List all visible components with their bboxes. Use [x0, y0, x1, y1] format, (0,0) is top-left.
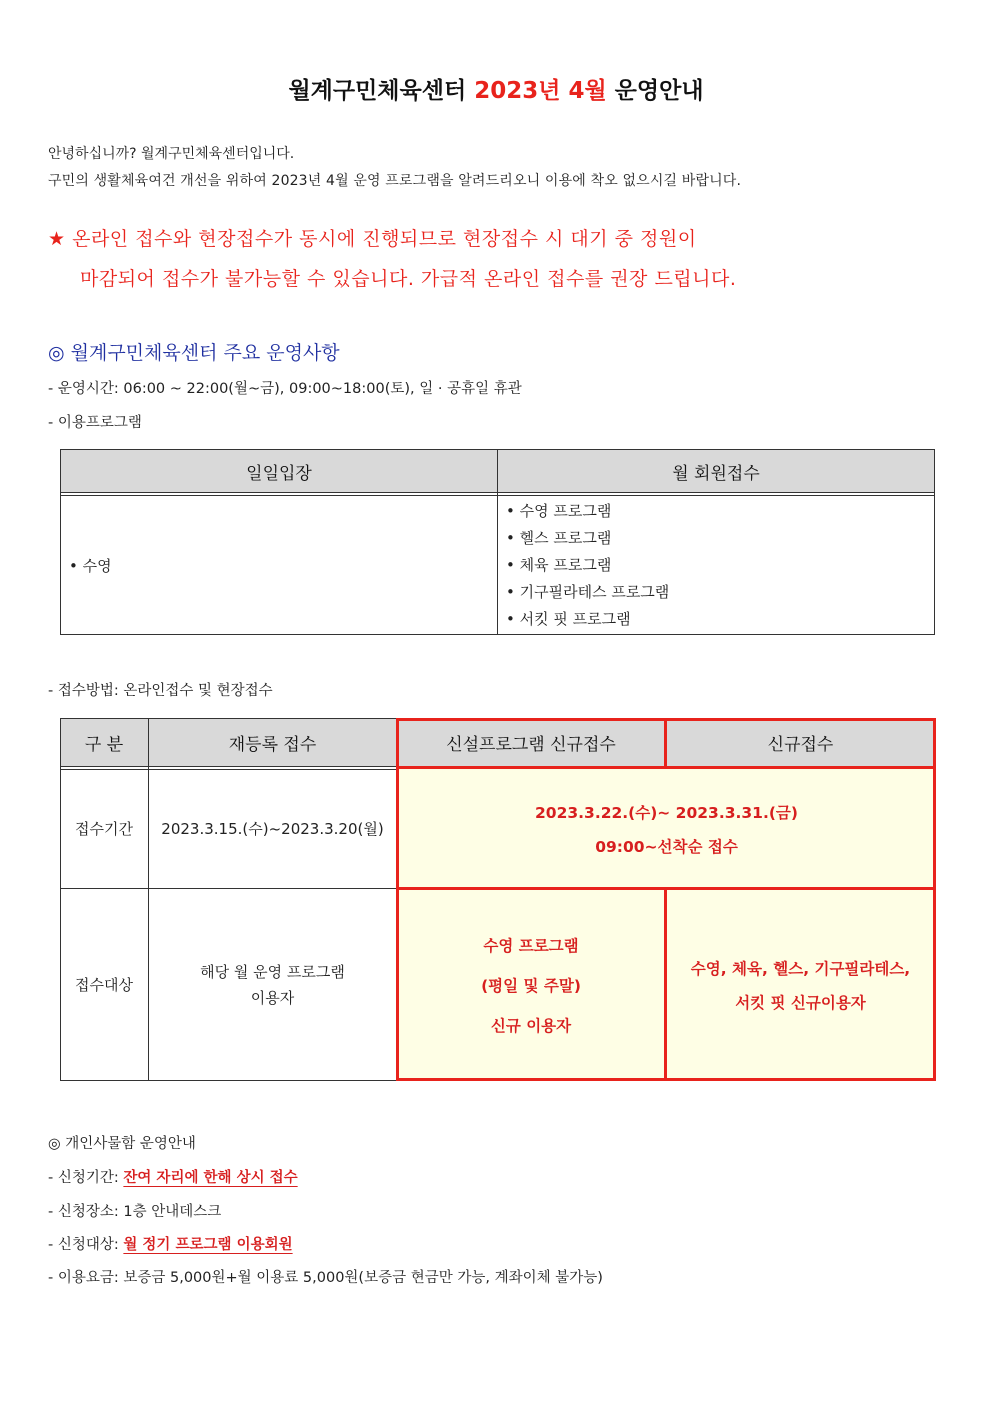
rereg-target-line-1: 해당 월 운영 프로그램	[200, 963, 345, 981]
locker-heading: ◎ 개인사물함 운영안내	[48, 1136, 196, 1152]
intro-line-2: 구민의 생활체육여건 개선을 위하여 2023년 4월 운영 프로그램을 알려드리오니 이용에 착오 없으시길 바랍니다.	[48, 173, 742, 189]
daily-entry-cell	[61, 496, 498, 635]
reregistration-target	[148, 888, 397, 1081]
header-new-registration: 신규접수	[665, 718, 936, 766]
row-label-target: 접수대상	[75, 976, 133, 994]
header-reregistration: 재등록 접수	[148, 718, 397, 766]
intro-line-1: 안녕하십니까? 월계구민체육센터입니다.	[48, 146, 295, 162]
monthly-program-item: • 헬스 프로그램	[506, 528, 612, 547]
highlight-border	[396, 718, 399, 1081]
table-border	[60, 718, 397, 719]
star-icon: ★	[48, 228, 66, 250]
highlight-border	[933, 718, 936, 1081]
monthly-program-item: • 기구필라테스 프로그램	[506, 582, 670, 601]
highlight-border	[664, 887, 667, 1081]
page-title	[0, 72, 992, 105]
monthly-program-item: • 체육 프로그램	[506, 555, 612, 574]
header-category: 구 분	[60, 718, 148, 766]
title-highlight: 2023년 4월	[474, 78, 607, 104]
table-border	[60, 888, 397, 889]
operating-hours: - 운영시간: 06:00 ~ 22:00(월~금), 09:00~18:00(토), 일 · 공휴일 휴관	[48, 381, 522, 397]
table-border	[60, 718, 61, 1081]
new-target-line-2: 서킷 핏 신규이용자	[735, 993, 866, 1012]
locker-place: - 신청장소: 1층 안내데스크	[48, 1204, 222, 1220]
monthly-program-item: • 서킷 핏 프로그램	[506, 609, 631, 628]
notice-line-1	[48, 224, 697, 251]
table-border	[60, 1080, 397, 1081]
section-operations-heading: ◎ 월계구민체육센터 주요 운영사항	[48, 342, 340, 364]
row-label-period: 접수기간	[75, 820, 133, 838]
header-new-program: 신설프로그램 신규접수	[397, 718, 665, 766]
registration-method: - 접수방법: 온라인접수 및 현장접수	[48, 683, 273, 699]
programs-table	[60, 449, 935, 635]
new-program-target	[397, 888, 665, 1081]
locker-period	[48, 1166, 298, 1187]
new-program-target-line-1: 수영 프로그램	[483, 936, 579, 955]
new-program-target-line-2: (평일 및 주말)	[481, 976, 581, 995]
header-monthly-membership: 월 회원접수	[498, 450, 935, 493]
notice-text-1: 온라인 접수와 현장접수가 동시에 진행되므로 현장접수 시 대기 중 정원이	[72, 228, 697, 250]
title-suffix: 운영안내	[606, 78, 704, 104]
title-prefix: 월계구민체육센터	[288, 78, 475, 104]
daily-program-item: • 수영	[69, 556, 112, 575]
period-dates: 2023.3.22.(수)~ 2023.3.31.(금)	[535, 803, 798, 822]
table-border	[60, 769, 397, 770]
table-border	[60, 766, 397, 767]
new-program-target-line-3: 신규 이용자	[490, 1016, 572, 1035]
locker-target-value: 월 정기 프로그램 이용회원	[123, 1237, 293, 1253]
rereg-target-line-2: 이용자	[250, 989, 295, 1007]
monthly-program-item: • 수영 프로그램	[506, 501, 612, 520]
highlight-border	[664, 718, 667, 769]
locker-target-label: - 신청대상:	[48, 1237, 124, 1253]
period-time: 09:00~선착순 접수	[595, 837, 738, 856]
locker-period-label: - 신청기간:	[48, 1170, 124, 1186]
locker-period-value: 잔여 자리에 한해 상시 접수	[123, 1170, 298, 1186]
programs-label: - 이용프로그램	[48, 415, 142, 431]
locker-fee: - 이용요금: 보증금 5,000원+월 이용료 5,000원(보증금 현금만 가능, 계좌이체 불가능)	[48, 1270, 603, 1286]
table-border	[148, 718, 149, 1081]
new-target-line-1: 수영, 체육, 헬스, 기구필라테스,	[690, 959, 911, 978]
new-registration-period	[397, 769, 936, 888]
reregistration-period: 2023.3.15.(수)~2023.3.20(월)	[161, 820, 384, 838]
notice-line-2: 마감되어 접수가 불가능할 수 있습니다. 가급적 온라인 접수를 권장 드립니다.	[80, 268, 737, 290]
locker-target	[48, 1233, 293, 1254]
new-registration-target	[665, 888, 936, 1081]
header-daily-entry: 일일입장	[61, 450, 498, 493]
monthly-program-cell	[498, 496, 935, 635]
registration-table	[60, 718, 936, 1081]
